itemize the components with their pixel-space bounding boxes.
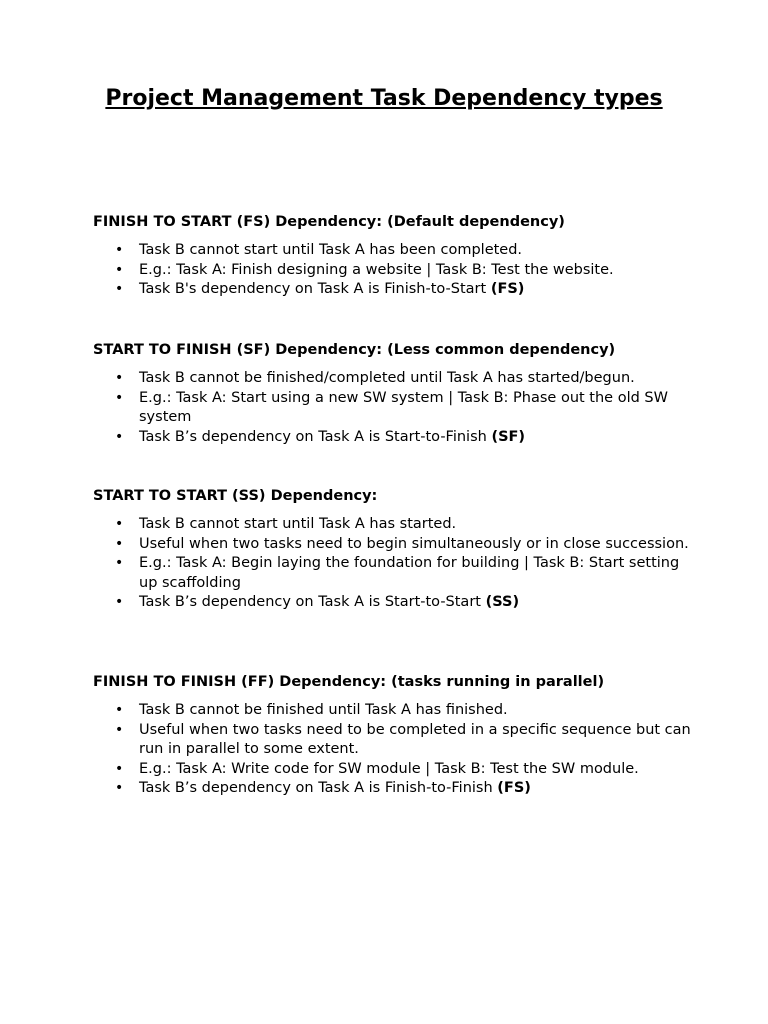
- list-item: [93, 760, 694, 780]
- page-title: Project Management Task Dependency types: [105, 86, 663, 111]
- list-item: [93, 261, 694, 281]
- section-heading: START TO START (SS) Dependency:: [93, 488, 378, 504]
- item-text: Task B's dependency on Task A is Finish-to-Start: [139, 281, 491, 298]
- bullet-list: [93, 241, 693, 300]
- bullet-icon: •: [115, 261, 124, 278]
- section-heading: START TO FINISH (SF) Dependency: (Less common dependency): [93, 342, 616, 358]
- list-item: [93, 593, 694, 613]
- item-text: Useful when two tasks need to be completed in a specific sequence but can run in parallel to some extent.: [139, 721, 691, 758]
- bullet-icon: •: [115, 428, 124, 445]
- bullet-list: [93, 515, 693, 613]
- list-item: [93, 515, 694, 535]
- section-start-to-finish: [93, 341, 693, 447]
- item-text: Task B cannot start until Task A has started.: [139, 516, 457, 532]
- item-text: Task B cannot be finished until Task A has finished.: [139, 702, 508, 718]
- bullet-icon: •: [115, 555, 124, 572]
- section-start-to-start: [93, 487, 693, 613]
- section-finish-to-start: [93, 213, 693, 300]
- list-item: [93, 701, 694, 721]
- section-finish-to-finish: [93, 673, 693, 799]
- list-item: [93, 389, 694, 428]
- bullet-list: [93, 701, 693, 799]
- list-item: [93, 535, 694, 555]
- item-text: Task B’s dependency on Task A is Start-to-Start: [139, 594, 486, 611]
- item-text: E.g.: Task A: Finish designing a website | Task B: Test the website.: [139, 261, 614, 278]
- item-text: Task B’s dependency on Task A is Start-to-Finish: [139, 428, 492, 445]
- list-item: [93, 779, 694, 799]
- bullet-icon: •: [115, 594, 124, 611]
- bullet-icon: •: [115, 721, 124, 738]
- item-bold-text: (SS): [485, 594, 520, 611]
- list-item: [93, 241, 694, 261]
- list-item: [93, 721, 694, 760]
- list-item: [93, 428, 694, 448]
- bullet-icon: •: [115, 702, 124, 718]
- item-text: E.g.: Task A: Start using a new SW system | Task B: Phase out the old SW system: [139, 389, 668, 426]
- bullet-icon: •: [115, 780, 124, 797]
- item-text: E.g.: Task A: Begin laying the foundation for building | Task B: Start setting up scaffolding: [139, 555, 680, 591]
- bullet-icon: •: [115, 281, 124, 298]
- bullet-icon: •: [115, 389, 124, 406]
- item-text: Task B cannot start until Task A has been completed.: [139, 242, 523, 258]
- section-heading: FINISH TO START (FS) Dependency: (Default dependency): [93, 214, 565, 230]
- item-bold-text: (FS): [490, 281, 525, 298]
- list-item: [93, 369, 694, 389]
- item-text: E.g.: Task A: Write code for SW module | Task B: Test the SW module.: [139, 760, 639, 777]
- section-heading: FINISH TO FINISH (FF) Dependency: (tasks running in parallel): [93, 674, 605, 690]
- bullet-icon: •: [115, 370, 124, 386]
- list-item: [93, 280, 694, 300]
- item-bold-text: (SF): [491, 428, 526, 445]
- bullet-icon: •: [115, 242, 124, 258]
- bullet-icon: •: [115, 760, 124, 777]
- item-text: Useful when two tasks need to begin simultaneously or in close succession.: [139, 535, 689, 552]
- item-bold-text: (FS): [497, 780, 531, 797]
- list-item: [93, 554, 694, 593]
- item-text: Task B’s dependency on Task A is Finish-to-Finish: [139, 780, 498, 797]
- bullet-list: [93, 369, 693, 447]
- item-text: Task B cannot be finished/completed until Task A has started/begun.: [139, 370, 635, 386]
- bullet-icon: •: [115, 516, 124, 532]
- bullet-icon: •: [115, 535, 124, 552]
